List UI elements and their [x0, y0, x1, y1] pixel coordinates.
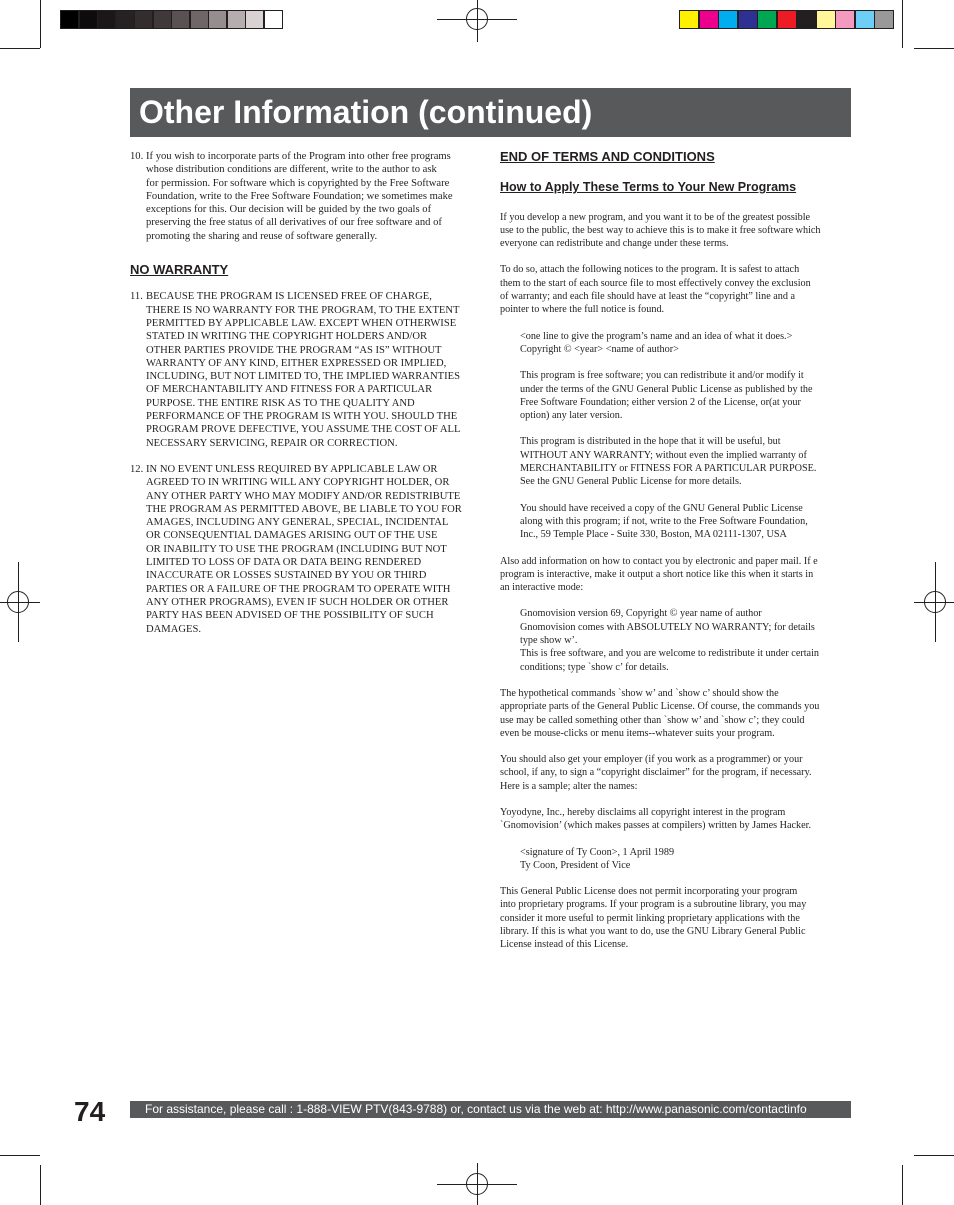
signature-block: <signature of Ty Coon>, 1 April 1989 Ty Coon, President of Vice	[520, 846, 675, 871]
list-item-11	[130, 290, 482, 450]
color-swatch	[835, 10, 855, 29]
gray-swatch	[208, 10, 227, 29]
notice-no-warranty: This program is distributed in the hope that it will be useful, but WITHOUT ANY WARRANTY; without even the implied warranty of MERCHANTABILITY or FITNESS FOR A PARTICULAR PURPOSE. See the GNU General Public License for more details.	[520, 436, 817, 488]
list-item-10	[130, 150, 482, 243]
how-to-apply-heading: How to Apply These Terms to Your New Programs	[500, 180, 797, 195]
end-of-terms-heading: END OF TERMS AND CONDITIONS	[500, 149, 715, 164]
gray-swatch	[60, 10, 79, 29]
gray-swatch	[79, 10, 98, 29]
notice-free-software: This program is free software; you can redistribute it and/or modify it under the terms of the GNU General Public License as published by the Free Software Foundation; either version 2 of the License, or(at your option) any later version.	[520, 370, 813, 422]
left-column	[130, 150, 482, 636]
color-swatch	[816, 10, 836, 29]
paragraph-proprietary: This General Public License does not permit incorporating your program into proprietary programs. If your program is a subroutine library, you may consider it more useful to permit linking proprietary applications with the library. If this is what you want to do, use the GNU Library General Public License instead of this License.	[500, 886, 807, 951]
gray-swatch	[227, 10, 246, 29]
page-title: Other Information (continued)	[139, 94, 593, 130]
paragraph-attach: To do so, attach the following notices to the program. It is safest to attach them to the start of each source file to most effectively convey the exclusion of warranty; and each file should have at least the “copyright” line and a pointer to where the full notice is found.	[500, 264, 811, 316]
item-text: BECAUSE THE PROGRAM IS LICENSED FREE OF CHARGE, THERE IS NO WARRANTY FOR THE PROGRAM, TO THE EXTENT PERMITTED BY APPLICABLE LAW. EXCEPT WHEN OTHERWISE STATED IN WRITING THE COPYRIGHT HOLDERS AND/OR OTHER PARTIES PROVIDE THE PROGRAM “AS IS” WITHOUT WARRANTY OF ANY KIND, EITHER EXPRESSED OR IMPLIED, INCLUDING, BUT NOT LIMITED TO, THE IMPLIED WARRANTIES OF MERCHANTABILITY AND FITNESS FOR A PARTICULAR PURPOSE. THE ENTIRE RISK AS TO THE QUALITY AND PERFORMANCE OF THE PROGRAM IS WITH YOU. SHOULD THE PROGRAM PROVE DEFECTIVE, YOU ASSUME THE COST OF ALL NECESSARY SERVICING, REPAIR OR CORRECTION.	[146, 291, 461, 449]
color-swatch	[757, 10, 777, 29]
gray-swatch	[190, 10, 209, 29]
gray-swatch	[264, 10, 283, 29]
notice-license-copy: You should have received a copy of the GNU General Public License along with this program; if not, write to the Free Software Foundation, Inc., 59 Temple Place - Suite 330, Boston, MA 02111-1307, USA	[520, 502, 808, 541]
paragraph-intro: If you develop a new program, and you want it to be of the greatest possible use to the public, the best way to achieve this is to make it free software which everyone can redistribute and change under these terms.	[500, 211, 821, 250]
item-text: IN NO EVENT UNLESS REQUIRED BY APPLICABLE LAW OR AGREED TO IN WRITING WILL ANY COPYRIGHT HOLDER, OR ANY OTHER PARTY WHO MAY MODIFY AND/OR REDISTRIBUTE THE PROGRAM AS PERMITTED ABOVE, BE LIABLE TO YOU FOR AMAGES, INCLUDING ANY GENERAL, SPECIAL, INCIDENTAL OR CONSEQUENTIAL DAMAGES ARISING OUT OF THE USE OR INABILITY TO USE THE PROGRAM (INCLUDING BUT NOT LIMITED TO LOSS OF DATA OR DATA BEING RENDERED INACCURATE OR LOSSES SUSTAINED BY YOU OR THIRD PARTIES OR A FAILURE OF THE PROGRAM TO OPERATE WITH ANY OTHER PROGRAMS), EVEN IF SUCH HOLDER OR OTHER PARTY HAS BEEN ADVISED OF THE POSSIBILITY OF SUCH DAMAGES.	[146, 463, 462, 635]
gray-swatch	[245, 10, 264, 29]
assistance-text: For assistance, please call : 1-888-VIEW PTV(843-9788) or, contact us via the web at: http://www.panasonic.com/contactinfo	[145, 1102, 807, 1116]
assistance-bar	[130, 1101, 851, 1118]
color-swatch	[679, 10, 699, 29]
paragraph-employer: You should also get your employer (if you work as a programmer) or your school, if any, to sign a “copyright disclaimer” for the program, if necessary. Here is a sample; alter the names:	[500, 754, 812, 792]
color-swatch	[796, 10, 816, 29]
item-number: 12.	[130, 463, 144, 475]
no-warranty-heading: NO WARRANTY	[130, 262, 229, 278]
page-number: 74	[74, 1096, 106, 1127]
gray-swatch	[134, 10, 153, 29]
gray-swatch	[116, 10, 135, 29]
gray-swatch	[153, 10, 172, 29]
color-swatch	[718, 10, 738, 29]
title-banner	[130, 88, 851, 137]
gray-swatch	[97, 10, 116, 29]
color-swatch	[699, 10, 719, 29]
paragraph-commands: The hypothetical commands `show w’ and `show c’ should show the appropriate parts of the General Public License. Of course, the commands you use may be called something other than `show w’ and `show c’; they could even be mouse-clicks or menu items--whatever suits your program.	[500, 687, 820, 739]
notice-header: <one line to give the program’s name and an idea of what it does.> Copyright © <year> <name of author>	[520, 330, 793, 355]
color-swatch	[874, 10, 894, 29]
right-column	[500, 150, 852, 952]
item-text: If you wish to incorporate parts of the Program into other free programs whose distribution conditions are different, write to the author to ask for permission. For software which is copyrighted by the Free Software Foundation, write to the Free Software Foundation; we sometimes make exceptions for this. Our decision will be guided by the two goals of preserving the free status of all derivatives of our free software and of promoting the sharing and reuse of software generally.	[146, 151, 453, 242]
item-number: 10.	[130, 151, 144, 162]
item-number: 11.	[130, 291, 143, 303]
color-swatch	[738, 10, 758, 29]
paragraph-disclaimer: Yoyodyne, Inc., hereby disclaims all copyright interest in the program `Gnomovision’ (which makes passes at compilers) written by James Hacker.	[500, 806, 812, 832]
paragraph-contact: Also add information on how to contact you by electronic and paper mail. If e program is interactive, make it output a short notice like this when it starts in an interactive mode:	[500, 555, 818, 594]
gray-swatch	[171, 10, 190, 29]
color-swatch	[777, 10, 797, 29]
color-swatch	[855, 10, 875, 29]
gnomovision-notice: Gnomovision version 69, Copyright © year name of author Gnomovision comes with ABSOLUTELY NO WARRANTY; for details type show w’. This is free software, and you are welcome to redistribute it under certain conditions; type `show c’ for details.	[520, 608, 820, 673]
list-item-12	[130, 463, 482, 636]
